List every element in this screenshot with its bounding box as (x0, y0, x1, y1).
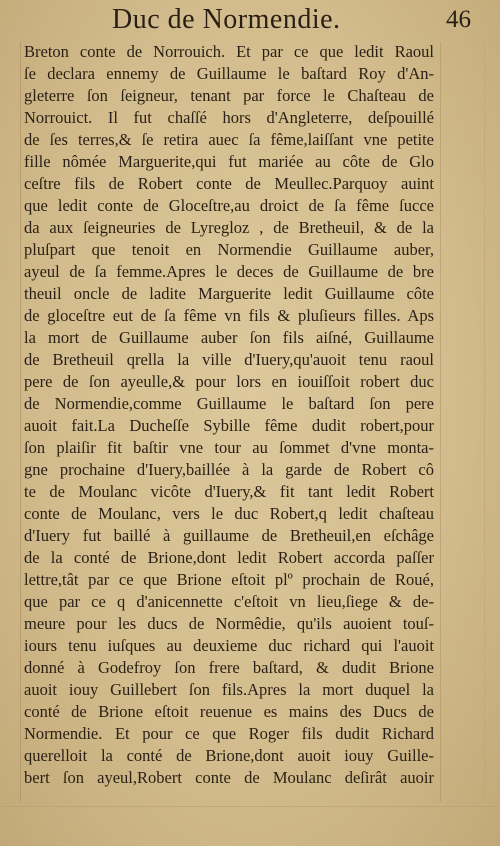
text-line: Normendie. Et pour ce que Roger fils dudit Richard (24, 724, 434, 743)
text-line: de gloceſtre eut de ſa fême vn fils & pluſieurs filles. Aps (24, 306, 434, 325)
text-line: de ſes terres,& ſe retira auec ſa fême,laiſſant vne petite (24, 130, 434, 149)
right-margin-rule (440, 42, 441, 802)
text-line: auoit fait.La Ducheſſe Sybille fême dudit robert,pour (24, 416, 434, 435)
text-line: conte de Moulanc, vers le duc Robert,q ledit chaſteau (24, 504, 434, 523)
text-line: conté de Brione eſtoit reuenue es mains des Ducs de (24, 702, 434, 721)
text-line: bert ſon ayeul,Robert conte de Moulanc deſirât auoir (24, 768, 434, 787)
outer-margin-rule (484, 42, 485, 802)
text-line: pere de ſon ayeulle,& pour lors en iouiſſoit robert duc (24, 372, 434, 391)
page-footer (110, 812, 390, 832)
text-line: que ledit conte de Gloceſtre,au droict de ſa fême ſucce (24, 196, 434, 215)
text-line: que par ce q d'anicennette c'eſtoit vn lieu,ſiege & de- (24, 592, 434, 611)
text-line: ſe declara ennemy de Guillaume le baſtard Roy d'An- (24, 64, 434, 83)
text-line: te de Moulanc vicôte d'Iuery,& fit tant ledit Robert (24, 482, 434, 501)
text-line: querelloit la conté de Brione,dont auoit iouy Guille- (24, 746, 434, 765)
text-line: iours tenu iuſques au deuxieme duc richard qui l'auoit (24, 636, 434, 655)
text-line: ſon plaiſir fit baſtir vne tour au ſommet d'vne monta- (24, 438, 434, 457)
text-line: Norrouict. Il fut chaſſé hors d'Angleterre, deſpouillé (24, 108, 434, 127)
text-line: meure pour les ducs de Normêdie, qu'ils auoient touſ- (24, 614, 434, 633)
text-line: de la conté de Brione,dont ledit Robert accorda paſſer (24, 548, 434, 567)
text-line: theuil oncle de ladite Marguerite ledit Guillaume côte (24, 284, 434, 303)
text-line: da aux ſeigneuries de Lyregloz , de Bretheuil, & de la (24, 218, 434, 237)
text-line: la mort de Guillaume auber ſon fils aiſné, Guillaume (24, 328, 434, 347)
left-margin-rule (20, 42, 21, 802)
text-line: Breton conte de Norrouich. Et par ce que ledit Raoul (24, 42, 434, 61)
text-line: de Bretheuil qrella la ville d'Iuery,qu'auoit tenu raoul (24, 350, 434, 369)
text-line: ceſtre fils de Robert conte de Meullec.Parquoy auint (24, 174, 434, 193)
page-header (0, 0, 500, 42)
text-line: ayeul de ſa femme.Apres le deces de Guillaume de bre (24, 262, 434, 281)
page-number: 46 (446, 6, 471, 33)
text-line: d'Iuery fut baillé à guillaume de Bretheuil,en eſchâge (24, 526, 434, 545)
text-line: gne prochaine d'Iuery,baillée à la garde de Robert cô (24, 460, 434, 479)
bottom-margin-rule (0, 806, 500, 807)
text-line: de Normendie,comme Guillaume le baſtard ſon pere (24, 394, 434, 413)
text-line: fille nômée Marguerite,qui fut mariée au côte de Glo (24, 152, 434, 171)
text-line: lettre,tât par ce que Brione eſtoit plº prochain de Roué, (24, 570, 434, 589)
text-line: donné à Godefroy ſon frere baſtard, & dudit Brione (24, 658, 434, 677)
text-line: gleterre ſon ſeigneur, tenant par force le Chaſteau de (24, 86, 434, 105)
text-line: pluſpart que tenoit en Normendie Guillaume auber, (24, 240, 434, 259)
body-text (24, 41, 434, 789)
running-title: Duc de Normendie. (112, 4, 341, 35)
text-line: auoit iouy Guillebert ſon fils.Apres la mort duquel la (24, 680, 434, 699)
